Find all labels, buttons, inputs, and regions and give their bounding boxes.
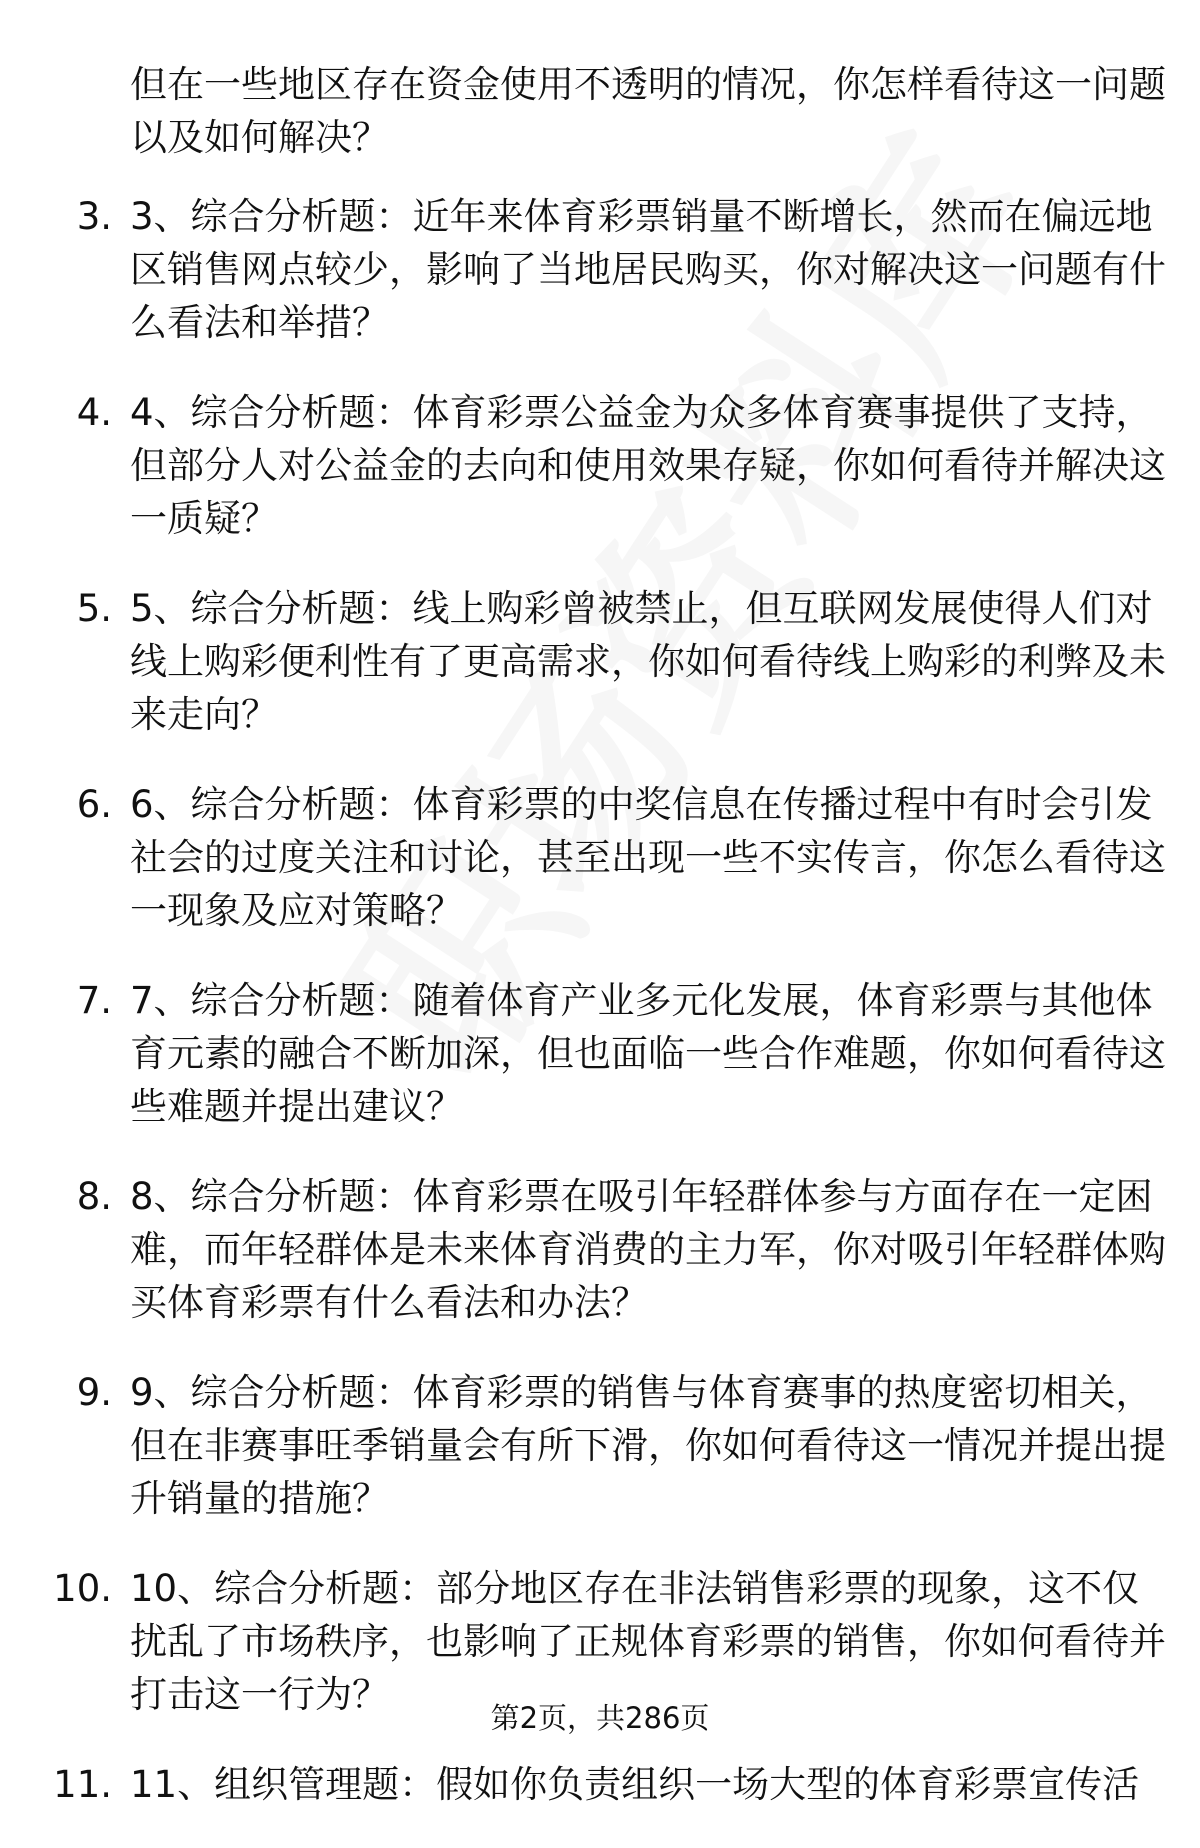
question-number: 6. [76,783,112,826]
question-text: 8、综合分析题：体育彩票在吸引年轻群体参与方面存在一定困难，而年轻群体是未来体育消费的主力军，你对吸引年轻群体购买体育彩票有什么看法和办法？ [130,1175,1166,1324]
question-number: 9. [76,1371,112,1414]
question-number: 8. [76,1175,112,1218]
question-number: 10. [53,1567,112,1610]
question-text: 9、综合分析题：体育彩票的销售与体育赛事的热度密切相关，但在非赛事旺季销量会有所下滑，你如何看待这一情况并提出提升销量的措施？ [130,1371,1166,1520]
question-text: 3、综合分析题：近年来体育彩票销量不断增长，然而在偏远地区销售网点较少，影响了当地居民购买，你对解决这一问题有什么看法和举措？ [130,195,1166,344]
question-text: 4、综合分析题：体育彩票公益金为众多体育赛事提供了支持，但部分人对公益金的去向和使用效果存疑，你如何看待并解决这一质疑？ [130,391,1166,540]
question-text: 10、综合分析题：部分地区存在非法销售彩票的现象，这不仅扰乱了市场秩序，也影响了正规体育彩票的销售，你如何看待并打击这一行为？ [130,1567,1166,1716]
page-footer: 第2页，共286页 [490,1701,710,1735]
question-number: 5. [76,587,112,630]
question-text: 6、综合分析题：体育彩票的中奖信息在传播过程中有时会引发社会的过度关注和讨论，甚至出现一些不实传言，你怎么看待这一现象及应对策略？ [130,783,1166,932]
question-text: 5、综合分析题：线上购彩曾被禁止，但互联网发展使得人们对线上购彩便利性有了更高需求，你如何看待线上购彩的利弊及未来走向？ [130,587,1166,736]
question-item [0,974,1170,1133]
question-text: 7、综合分析题：随着体育产业多元化发展，体育彩票与其他体育元素的融合不断加深，但也面临一些合作难题，你如何看待这些难题并提出建议？ [130,979,1166,1128]
question-list [0,190,1200,1848]
question-item [0,1758,1170,1811]
question-item [0,1366,1170,1525]
question-item [0,582,1170,741]
question-number: 7. [76,979,112,1022]
question-number: 3. [76,195,112,238]
question-text: 11、组织管理题：假如你负责组织一场大型的体育彩票宣传活 [130,1763,1140,1806]
question-item [0,386,1170,545]
continuation-paragraph: 但在一些地区存在资金使用不透明的情况，你怎样看待这一问题以及如何解决？ [130,63,1166,159]
question-item [0,778,1170,937]
question-number: 11. [53,1763,112,1806]
question-number: 4. [76,391,112,434]
question-item [0,1170,1170,1329]
question-item [0,190,1170,349]
